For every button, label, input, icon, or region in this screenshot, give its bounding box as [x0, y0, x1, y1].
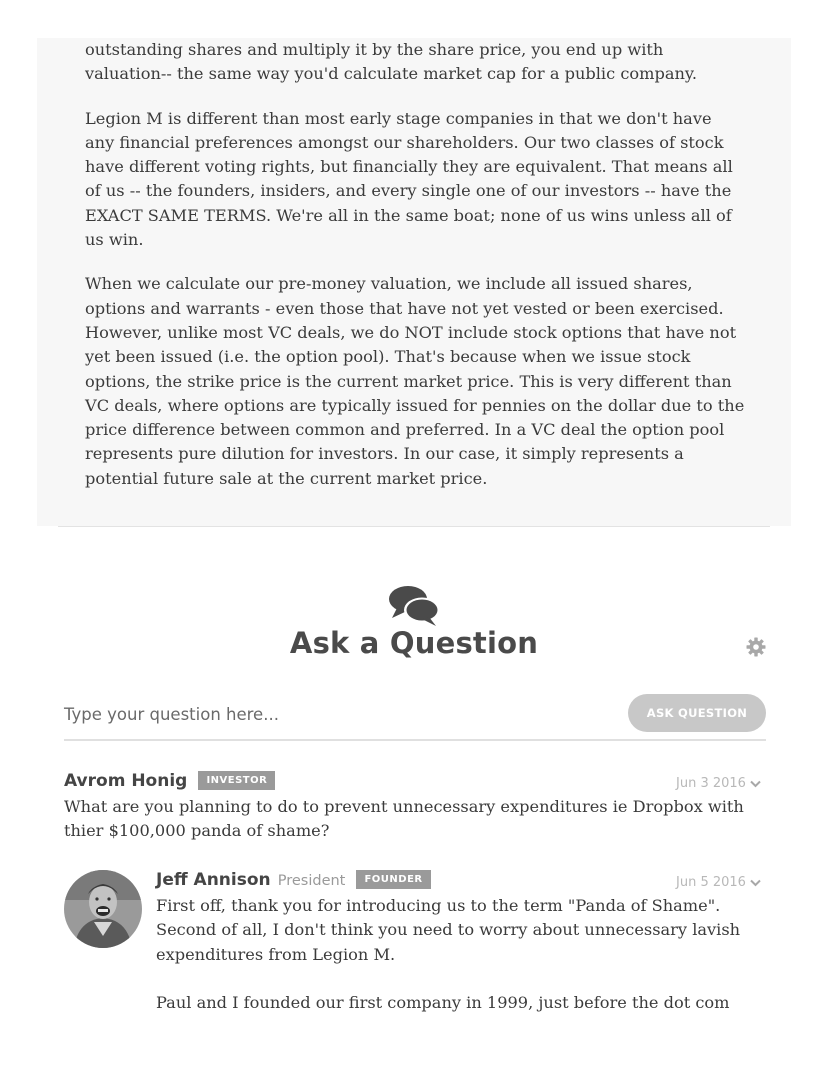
- reply-date-text: Jun 5 2016: [676, 875, 746, 890]
- article-section: [37, 38, 791, 526]
- founder-badge: FOUNDER: [356, 870, 430, 889]
- avatar[interactable]: [64, 870, 142, 948]
- input-underline: [64, 739, 766, 741]
- comment-author[interactable]: Avrom Honig: [64, 771, 188, 791]
- article-paragraph-2: Legion M is different than most early stage companies in that we don't have any financial preferences amongst our shareholders. Our two classes of stock have different voting rights, but financially they are equivalent. That means all of us -- the founders, insiders, and every single one of our investors -- have the EXACT SAME TERMS. We're all in the same boat; none of us wins unless all of us win.: [85, 108, 733, 250]
- reply-date[interactable]: [676, 875, 761, 890]
- reply-paragraph-2: Paul and I founded our first company in 1999, just before the dot com: [156, 992, 730, 1012]
- reply-header: [156, 870, 431, 890]
- article-paragraph-1: outstanding shares and multiply it by the share price, you end up with valuation-- the same way you'd calculate market cap for a public company.: [85, 40, 698, 84]
- comment-date[interactable]: [676, 776, 761, 791]
- chevron-down-icon[interactable]: [750, 780, 761, 788]
- reply-role: President: [277, 873, 346, 889]
- chevron-down-icon[interactable]: [750, 879, 761, 887]
- ask-question-button[interactable]: ASK QUESTION: [628, 694, 766, 732]
- reply-text: [156, 894, 776, 1039]
- article-body: [85, 38, 745, 511]
- article-paragraph-3: When we calculate our pre-money valuation, we include all issued shares, options and warrants - even those that have not yet vested or been exercised. However, unlike most VC deals, we do NOT include stock options that have not yet been issued (i.e. the option pool). That's because when we issue stock options, the strike price is the current market price. This is very different than VC deals, where options are typically issued for pennies on the dollar due to the price difference between common and preferred. In a VC deal the option pool represents pure dilution for investors. In our case, it simply represents a potential future sale at the current market price.: [85, 274, 745, 488]
- comment-header: [64, 771, 275, 791]
- comment-text: What are you planning to do to prevent unnecessary expenditures ie Dropbox with thier $100,000 panda of shame?: [64, 797, 744, 841]
- ask-question-title: Ask a Question: [289, 626, 539, 660]
- question-input[interactable]: Type your question here...: [64, 705, 279, 724]
- reply-paragraph-1: First off, thank you for introducing us to the term "Panda of Shame". Second of all, I don't think you need to worry about unnecessary lavish expenditures from Legion M.: [156, 896, 741, 964]
- section-divider: [58, 526, 770, 527]
- speech-bubbles-icon: [388, 584, 442, 628]
- investor-badge: INVESTOR: [198, 771, 275, 790]
- comment-date-text: Jun 3 2016: [676, 776, 746, 791]
- gear-icon[interactable]: [746, 637, 766, 657]
- reply-author[interactable]: Jeff Annison: [156, 870, 271, 890]
